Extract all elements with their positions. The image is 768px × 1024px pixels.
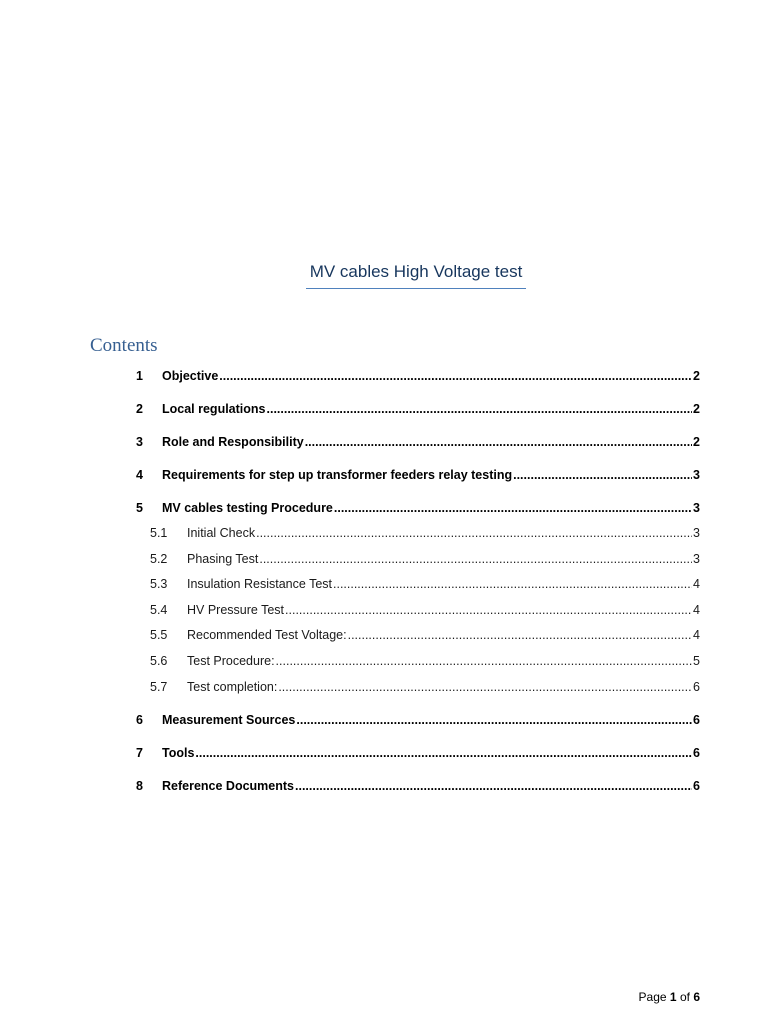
toc-subentry-hv-pressure-test[interactable] (150, 601, 700, 619)
toc-dot-leader (219, 367, 692, 385)
toc-entry-number: 5.7 (150, 680, 168, 694)
toc-dot-leader (285, 601, 692, 619)
toc-entry-number: 3 (136, 435, 143, 449)
toc-subentry-recommended-test-voltage[interactable] (150, 626, 700, 644)
toc-entry-label: MV cables testing Procedure (162, 501, 333, 515)
toc-entry-role-and-responsibility[interactable] (136, 433, 700, 451)
toc-entry-requirements[interactable] (136, 466, 700, 484)
toc-entry-page: 5 (693, 654, 700, 668)
toc-entry-number: 8 (136, 779, 143, 793)
toc-entry-reference-documents[interactable] (136, 777, 700, 795)
toc-entry-number: 5.4 (150, 603, 168, 617)
toc-entry-number: 6 (136, 713, 143, 727)
toc-subentry-test-procedure[interactable] (150, 652, 700, 670)
toc-entry-number: 5.3 (150, 577, 168, 591)
document-title (0, 262, 768, 289)
toc-dot-leader (513, 466, 692, 484)
toc-entry-label: Reference Documents (162, 779, 294, 793)
toc-entry-page: 4 (693, 577, 700, 591)
toc-entry-page: 4 (693, 628, 700, 642)
toc-entry-label: Measurement Sources (162, 713, 296, 727)
toc-entry-page: 6 (693, 680, 700, 694)
toc-dot-leader (256, 524, 692, 542)
toc-entry-label: Role and Responsibility (162, 435, 304, 449)
toc-dot-leader (267, 400, 693, 418)
toc-entry-label: Initial Check (187, 526, 256, 540)
toc-entry-label: Local regulations (162, 402, 266, 416)
toc-entry-number: 1 (136, 369, 143, 383)
toc-entry-number: 2 (136, 402, 143, 416)
toc-entry-number: 4 (136, 468, 143, 482)
toc-entry-page: 3 (693, 552, 700, 566)
toc-entry-page: 2 (693, 402, 700, 416)
toc-subentry-insulation-resistance-test[interactable] (150, 575, 700, 593)
toc-entry-page: 6 (693, 713, 700, 727)
toc-entry-number: 5.1 (150, 526, 168, 540)
toc-entry-number: 7 (136, 746, 143, 760)
toc-entry-page: 3 (693, 468, 700, 482)
toc-entry-label: Test completion: (187, 680, 278, 694)
toc-dot-leader (333, 575, 692, 593)
toc-dot-leader (195, 744, 692, 762)
toc-entry-label: Recommended Test Voltage: (187, 628, 347, 642)
toc-entry-label: Test Procedure: (187, 654, 275, 668)
toc-entry-page: 2 (693, 369, 700, 383)
toc-entry-label: Requirements for step up transformer feeders relay testing (162, 468, 513, 482)
toc-dot-leader (305, 433, 692, 451)
toc-dot-leader (295, 777, 692, 795)
toc-dot-leader (348, 626, 692, 644)
toc-entry-testing-procedure[interactable] (136, 499, 700, 517)
toc-entry-tools[interactable] (136, 744, 700, 762)
page-number-footer (639, 989, 700, 1005)
toc-entry-number: 5 (136, 501, 143, 515)
footer-of-word: of (679, 990, 690, 1004)
toc-entry-number: 5.5 (150, 628, 168, 642)
toc-dot-leader (278, 678, 692, 696)
toc-entry-page: 4 (693, 603, 700, 617)
toc-dot-leader (259, 550, 692, 568)
toc-entry-page: 3 (693, 526, 700, 540)
toc-entry-label: HV Pressure Test (187, 603, 285, 617)
footer-current-page: 1 (669, 990, 677, 1004)
toc-entry-page: 6 (693, 779, 700, 793)
footer-page-word: Page (638, 990, 667, 1004)
toc-entry-number: 5.2 (150, 552, 168, 566)
toc-entry-label: Tools (162, 746, 195, 760)
toc-entry-page: 2 (693, 435, 700, 449)
toc-entry-page: 6 (693, 746, 700, 760)
toc-heading: Contents (90, 335, 158, 356)
toc-dot-leader (296, 711, 692, 729)
toc-subentry-test-completion[interactable] (150, 678, 700, 696)
toc-dot-leader (276, 652, 693, 670)
document-title-text: MV cables High Voltage test (306, 262, 527, 289)
toc-entry-number: 5.6 (150, 654, 168, 668)
toc-entry-label: Phasing Test (187, 552, 259, 566)
toc-entry-measurement-sources[interactable] (136, 711, 700, 729)
toc-entry-local-regulations[interactable] (136, 400, 700, 418)
toc-dot-leader (334, 499, 692, 517)
footer-total-pages: 6 (693, 990, 700, 1004)
toc-entry-label: Insulation Resistance Test (187, 577, 332, 591)
toc-entry-page: 3 (693, 501, 700, 515)
toc-subentry-initial-check[interactable] (150, 524, 700, 542)
toc-entry-label: Objective (162, 369, 219, 383)
toc-entry-objective[interactable] (136, 367, 700, 385)
toc-subentry-phasing-test[interactable] (150, 550, 700, 568)
